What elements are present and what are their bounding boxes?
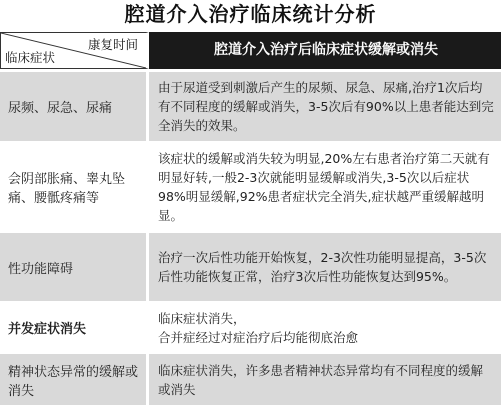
table-row xyxy=(0,72,501,141)
header-relief-column: 腔道介入治疗后临床症状缓解或消失 xyxy=(149,32,501,69)
header-diagonal-cell xyxy=(0,32,149,69)
description-cell: 由于尿道受到刺激后产生的尿频、尿急、尿痛,治疗1次后均有不同程度的缓解或消失，3-5次后有90%以上患者能达到完全消失的效果。 xyxy=(149,72,501,141)
table-row xyxy=(0,144,501,230)
table-row xyxy=(0,354,501,405)
symptom-cell: 尿频、尿急、尿痛 xyxy=(0,72,149,141)
page-title: 腔道介入治疗临床统计分析 xyxy=(124,2,377,26)
header-clinical-symptom: 临床症状 xyxy=(5,50,56,65)
description-cell: 治疗一次后性功能开始恢复，2-3次性功能明显提高，3-5次后性功能恢复正常，治疗3次后性功能恢复达到95%。 xyxy=(149,233,501,301)
symptom-cell: 并发症状消失 xyxy=(0,304,149,351)
symptom-cell: 会阴部胀痛、睾丸坠痛、腰骶疼痛等 xyxy=(0,144,149,230)
symptom-cell: 精神状态异常的缓解或消失 xyxy=(0,354,149,405)
stats-table xyxy=(0,32,501,405)
table-row xyxy=(0,233,501,301)
table-row xyxy=(0,304,501,351)
table-header xyxy=(0,32,501,69)
header-recovery-time: 康复时间 xyxy=(87,37,138,52)
description-cell: 临床症状消失， 合并症经过对症治疗后均能彻底治愈 xyxy=(149,304,501,351)
description-cell: 该症状的缓解或消失较为明显,20%左右患者治疗第二天就有明显好转,一般2-3次就能明显缓解或消失,3-5次以后症状98%明显缓解,92%患者症状完全消失,症状越严重缓解越明显。 xyxy=(149,144,501,230)
symptom-cell: 性功能障碍 xyxy=(0,233,149,301)
description-cell: 临床症状消失，许多患者精神状态异常均有不同程度的缓解或消失 xyxy=(149,354,501,405)
